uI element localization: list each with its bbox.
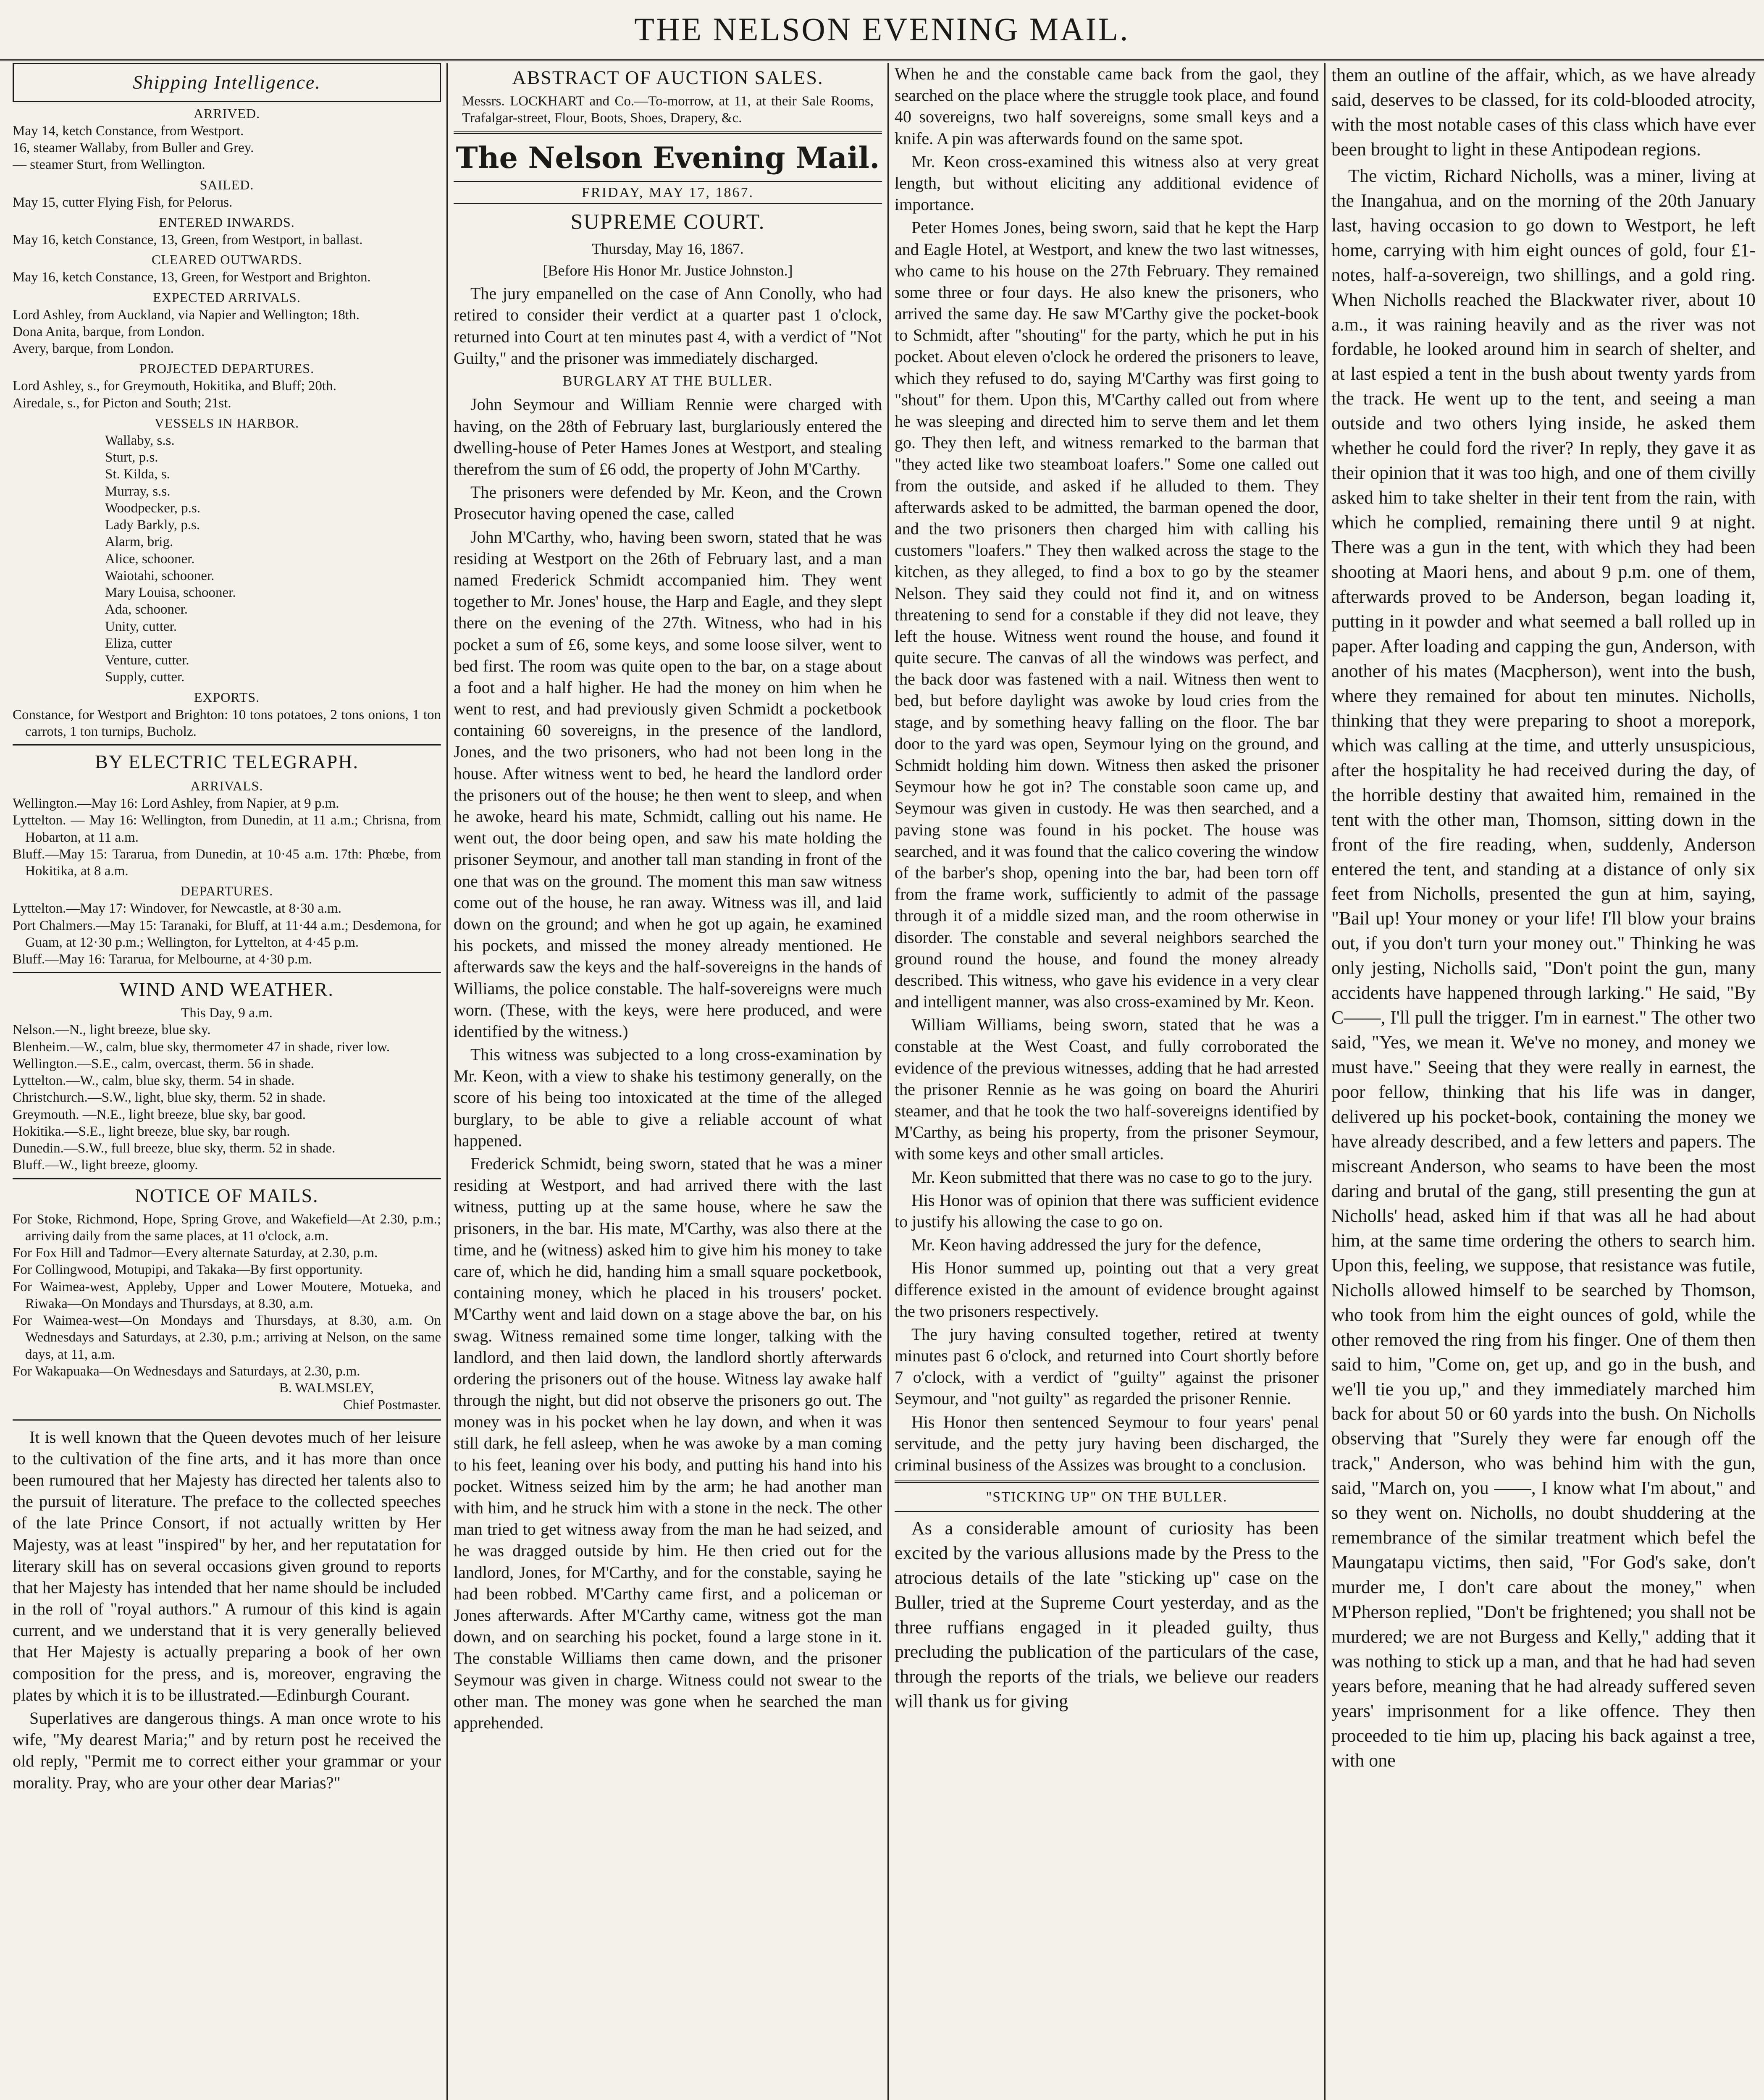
auction-title: ABSTRACT OF AUCTION SALES. [512, 67, 824, 88]
court-paragraph: His Honor summed up, pointing out that a very great difference existed in the amount of evidence brought against the two prisoners respectively. [895, 1258, 1319, 1320]
mail-entry: For Wakapuaka—On Wednesdays and Saturdays, at 2.30, p.m. [13, 1363, 360, 1379]
court-paragraph: The jury having consulted together, retired at twenty minutes past 6 o'clock, and returned into Court shortly before 7 o'clock, with a verdict of "guilty" against the prisoner Seymour, and "not guilty" as regarded the prisoner Rennie. [895, 1324, 1319, 1408]
mail-entry: For Waimea-west—On Mondays and Thursdays, at 8.30, a.m. On Wednesdays and Saturdays, at 2.30, p.m.; arriving at Nelson, on the same days, at 11, a.m. [13, 1313, 441, 1362]
shipping-section [13, 63, 441, 102]
weather-entry: Lyttelton.—W., calm, blue sky, therm. 54 in shade. [13, 1073, 295, 1089]
sticking-paragraph: The victim, Richard Nicholls, was a miner, living at the Inangahua, and on the morning of the 20th January last, having occasion to go down to Westport, he left home, carrying with him eight ounces of gold, four £1-notes, half-a-sovereign, two shillings, and a gold ring. When Nicholls reached the Blackwater river, about 10 a.m., it was raining heavily and as the river was not fordable, he looked around him in search of shelter, and at last espied a tent in the bush about twenty yards from the track. He went up to the tent, and seeing a man outside and two others lying inside, he asked them whether he could ford the river? In reply, they gave it as their opinion that it was too high, and one of them civilly asked him to take shelter in their tent from the rain, with which he complied, remaining there until 9 at night. There was a gun in the tent, with which they had been shooting at Maori hens, and about 9 p.m. one of them, afterwards proved to be Anderson, began loading it, putting in it powder and what seemed a ball rolled up in paper. After loading and capping the gun, Anderson, with another of his mates (Macpherson), went into the bush, where they remained for about ten minutes. Nicholls, thinking that they were preparing to shoot a morepork, which was calling at the time, and utterly unsuspicious, after the hospitality he had received during the day, of the horrible destiny that awaited him, remained in the tent with the other man, Thomson, sitting down in the front of the fire reading, when, suddenly, Anderson entered the tent, and standing at a distance of only six feet from Nicholls, presented the gun at him, saying, "Bail up! Your money or your life! I'll blow your brains out, if you don't turn your money out." Thinking he was only jesting, Nicholls said, "Don't point the gun, many accidents have happened through larking." He said, "By C——, I'll pull the trigger. I'm in earnest." The other two said, "Yes, we mean it. We've no money, and money we must have." Seeing that they were really in earnest, the poor fellow, thinking that his life was in danger, delivered up his pocket-book, containing the money we have already described, and a few letters and papers. The miscreant Anderson, who seams to have been the most daring and brutal of the gang, still presenting the gun at Nicholls' head, asked him if that was all he had about him, at the same time ordering the others to search him. Upon this, feeling, we suppose, that resistance was futile, Nicholls allowed himself to be searched by Thomson, who took from him the eight ounces of gold, while the other removed the ring from his finger. One of them then said to him, "Come on, get up, and go in the bush, and we'll tie you up," and they immediately marched him back for about 50 or 60 yards into the bush. On Nicholls observing that "Surely they were far enough off the track," Anderson, who was behind him with the gun, said, "March on, you ——, I know what I'm about," and so they went on. Nicholls, no doubt shuddering at the remembrance of the similar treatment which befel the Maungatapu victims, then said, "For God's sake, don't murder me, I don't care about the money," when M'Pherson replied, "Don't be frightened; you shall not be murdered; we are not Burgess and Kelly," adding that it was nothing to stick up a man, and that he had had seven years before, meaning that he had already suffered seven years' imprisonment for a like offence. They then proceeded to tie him up, placing his back against a tree, with one [1331, 165, 1756, 1771]
column-1 [13, 63, 441, 2100]
section-divider [13, 1178, 441, 1179]
telegraph-title: BY ELECTRIC TELEGRAPH. [95, 751, 359, 773]
mail-entry: For Collingwood, Motupipi, and Takaka—By first opportunity. [13, 1262, 363, 1278]
harbor-vessel: Unity, cutter. [105, 619, 177, 634]
entered-entry: May 16, ketch Constance, 13, Green, from Westport, in ballast. [13, 232, 363, 247]
telegraph-departure: Port Chalmers.—May 15: Taranaki, for Bluff, at 11·44 a.m.; Desdemona, for Guam, at 12·30 p.m.; Wellington, for Lyttelton, at 4·45 p.m. [13, 918, 441, 950]
court-paragraph: His Honor then sentenced Seymour to four years' penal servitude, and the petty jury having been discharged, the criminal business of the Assizes was brought to a conclusion. [895, 1412, 1319, 1474]
expected-entry: Dona Anita, barque, from London. [13, 324, 205, 339]
harbor-vessel: Ada, schooner. [105, 602, 188, 617]
paper-title: The Nelson Evening Mail. [456, 140, 880, 176]
sailed-heading: SAILED. [200, 177, 254, 192]
cleared-heading: CLEARED OUTWARDS. [151, 252, 302, 268]
mail-entry: For Fox Hill and Tadmor—Every alternate Saturday, at 2.30, p.m. [13, 1245, 378, 1261]
section-divider [13, 1419, 441, 1421]
superlatives-paragraph: Superlatives are dangerous things. A man once wrote to his wife, "My dearest Maria;" and by return post he received the old reply, "Permit me to correct either your grammar or your morality. Pray, who are your other dear Marias?" [13, 1709, 441, 1792]
cleared-entry: May 16, ketch Constance, 13, Green, for Westport and Brighton. [13, 270, 371, 285]
court-paragraph: The prisoners were defended by Mr. Keon, and the Crown Prosecutor having opened the case, called [454, 483, 882, 523]
court-paragraph: Mr. Keon having addressed the jury for the defence, [911, 1235, 1262, 1255]
sticking-paragraph: them an outline of the affair, which, as we have already said, deserves to be classed, for its cold-blooded atrocity, with the most notable cases of this class which have ever been brought to light in these Antipodean regions. [1331, 65, 1756, 160]
court-paragraph: Mr. Keon submitted that there was no case to go to the jury. [911, 1167, 1312, 1186]
projected-entry: Lord Ashley, s., for Greymouth, Hokitika, and Bluff; 20th. [13, 378, 336, 394]
harbor-vessel: Eliza, cutter [105, 635, 172, 651]
telegraph-arrival: Wellington.—May 16: Lord Ashley, from Napier, at 9 p.m. [13, 796, 339, 811]
court-paragraph: Frederick Schmidt, being sworn, stated that he was a miner residing at Westport, and had arrived there with the last witness, putting up at the same house, where he saw the prisoners, in the bar. His mate, M'Carthy, was also there at the time, and he (witness) asked him to give him his money to take care of, which he did, handing him a small square pocketbook, containing money, which he placed in his trousers' pocket. M'Carthy went and laid down on a stage above the bar, on his swag. Witness remained some time longer, talking with the landlord, and then laid down, the landlord shortly afterwards ordering the prisoners out of the house. Witness lay awake half through the night, but did not observe the prisoners go out. The money was in his pocket when he lay down, and when it was still dark, he fell asleep, when he was awoke by a man coming to his feet, leaning over his body, and putting his hand into his pocket. Witness seized him by the arm; he had another man with him, and he struck him with a stone in the neck. The other man tried to get witness away from the man he had seized, and he was dragged outside by him. He then cried out for the landlord, Jones, for M'Carthy, and for the constable, saying he had been robbed. M'Carthy came first, and a policeman or Jones afterwards. After M'Carthy came, witness got the man down, and on searching his pocket, found a large stone in it. The constable Williams then came down, and the prisoner Seymour was given in charge. Witness could not swear to the other man. The money was gone when he searched the man apprehended. [454, 1154, 882, 1732]
telegraph-body [13, 778, 441, 968]
arrived-heading: ARRIVED. [193, 105, 260, 121]
telegraph-departure: Lyttelton.—May 17: Windover, for Newcastle, at 8·30 a.m. [13, 901, 342, 916]
shipping-title: Shipping Intelligence. [133, 71, 321, 93]
court-date: Thursday, May 16, 1867. [592, 240, 744, 257]
projected-entry: Airedale, s., for Picton and South; 21st. [13, 395, 231, 411]
column-rule [446, 63, 448, 2100]
projected-heading: PROJECTED DEPARTURES. [139, 361, 315, 376]
harbor-vessel: Alice, schooner. [105, 551, 195, 567]
weather-entry: Greymouth. —N.E., light breeze, blue sky, bar good. [13, 1107, 306, 1122]
harbor-vessel: Supply, cutter. [105, 669, 185, 685]
weather-entry: Wellington.—S.E., calm, overcast, therm. 56 in shade. [13, 1056, 314, 1071]
harbor-vessel: Woodpecker, p.s. [105, 500, 200, 516]
mail-entry: For Waimea-west, Appleby, Upper and Lower Moutere, Motueka, and Riwaka—On Mondays and Thursdays, at 8.30, a.m. [13, 1279, 441, 1311]
arrived-entry: — steamer Sturt, from Wellington. [13, 157, 205, 173]
column-3 [895, 63, 1319, 2100]
column-rule [887, 63, 889, 2100]
mails-title: NOTICE OF MAILS. [135, 1184, 319, 1206]
section-divider [454, 131, 882, 134]
harbor-vessel: Murray, s.s. [105, 483, 171, 499]
expected-entry: Lord Ashley, from Auckland, via Napier and Wellington; 18th. [13, 307, 360, 323]
paper-dateline: FRIDAY, MAY 17, 1867. [454, 181, 882, 205]
court-paragraph: Mr. Keon cross-examined this witness also at very great length, but without eliciting any additional evidence of importance. [895, 152, 1319, 214]
weather-entry: Dunedin.—S.W., full breeze, blue sky, therm. 52 in shade. [13, 1141, 336, 1156]
weather-entry: Blenheim.—W., calm, blue sky, thermometer 47 in shade, river low. [13, 1039, 390, 1055]
auction-text: Messrs. LOCKHART and Co.—To-morrow, at 11, at their Sale Rooms, Trafalgar-street, Flour, Boots, Shoes, Drapery, &c. [462, 93, 874, 126]
masthead: THE NELSON EVENING MAIL. [0, 0, 1764, 61]
section-divider [13, 744, 441, 746]
mails-body [13, 1211, 441, 1414]
weather-body [13, 1005, 441, 1174]
weather-entry: Bluff.—W., light breeze, gloomy. [13, 1158, 198, 1173]
court-paragraph: John Seymour and William Rennie were charged with having, on the 28th of February last, burglariously entered the dwelling-house of Peter Hames Jones at Westport, and stealing therefrom the sum of £6 odd, the property of John M'Carthy. [454, 395, 882, 479]
court-judge: [Before His Honor Mr. Justice Johnston.] [543, 262, 793, 279]
court-paragraph: The jury empanelled on the case of Ann Conolly, who had retired to consider their verdict at a quarter past 1 o'clock, returned into Court at ten minutes past 4, with a verdict of "Not Guilty," and the prisoner was immediately discharged. [454, 284, 882, 368]
court-paragraph: Peter Homes Jones, being sworn, said that he kept the Harp and Eagle Hotel, at Westport, and knew the two last witnesses, who came to his house on the 27th February. They remained some three or four days. He also knew the prisoners, who arrived the same day. He saw M'Carthy give the pocket-book to Schmidt, after "shouting" for the party, which he put in his pocket. About eleven o'clock he ordered the prisoners to leave, which they refused to do, saying M'Carthy was first going to "shout" for them. Upon this, M'Carthy called out from where he was sleeping and directed him to serve them and let them go. They then left, and witness remarked to the barman that "they acted like two steamboat loafers." Some one called out from the outside, and asked if he alluded to them. They afterwards asked to be admitted, the barman opened the door, and the two prisoners then charged him with calling his customers "loafers." They then walked across the stage to the kitchen, as they alleged, to find a box to go by the steamer Nelson. They said they could not find it, and on witness threatening to send for a constable if they did not leave, they left the house. Witness went round the house, and found it quite secure. The canvas of all the windows was perfect, and the back door was fastened with a nail. Witness then went to bed, but before daylight was awoke by loud cries from the stage, and by something heavy falling on the floor. The bar door to the yard was open, Seymour lying on the ground, and Schmidt holding him down. Witness then asked the prisoner Seymour how he got in? The constable soon came up, and Seymour was given in custody. He was then searched, and a paving stone was found in his pocket. The house was searched, and it was found that the calico covering the window of the barber's shop, opening into the bar, had been torn off from the frame work, sufficiently to admit of the passage through it of a middle sized man, and the room otherwise in disorder. The constable and several neighbors searched the ground round the house, and found the money already described. This witness, who gave his evidence in a very clear and intelligent manner, was also cross-examined by Mr. Keon. [895, 218, 1319, 1011]
harbor-heading: VESSELS IN HARBOR. [154, 415, 299, 430]
weather-entry: Christchurch.—S.W., light, blue sky, therm. 52 in shade. [13, 1090, 326, 1105]
harbor-vessel: Mary Louisa, schooner. [105, 585, 236, 601]
harbor-vessel: Sturt, p.s. [105, 450, 158, 465]
postmaster-title: Chief Postmaster. [343, 1397, 441, 1413]
mail-entry: For Stoke, Richmond, Hope, Spring Grove, and Wakefield—At 2.30, p.m.; arriving daily from the same places, at 11 o'clock, a.m. [13, 1211, 441, 1244]
weather-subtitle: This Day, 9 a.m. [181, 1005, 273, 1021]
expected-entry: Avery, barque, from London. [13, 341, 174, 357]
sticking-paragraph: As a considerable amount of curiosity has been excited by the various allusions made by the Press to the atrocious details of the late "sticking up" case on the Buller, tried at the Supreme Court yesterday, and as the three ruffians engaged in it pleaded guilty, thus precluding the publication of the particulars of the case, through the reports of the trials, we believe our readers will thank us for giving [895, 1517, 1319, 1712]
column-4 [1331, 63, 1756, 2100]
exports-entry: Constance, for Westport and Brighton: 10 tons potatoes, 2 tons onions, 1 ton carrots, 1 ton turnips, Bucholz. [13, 707, 441, 739]
weather-entry: Nelson.—N., light breeze, blue sky. [13, 1022, 211, 1038]
arrived-entry: 16, steamer Wallaby, from Buller and Grey. [13, 140, 254, 156]
court-paragraph: This witness was subjected to a long cross-examination by Mr. Keon, with a view to shake his testimony generally, on the score of his being too intoxicated at the time of the alleged burglary, to be able to give a reliable account of what happened. [454, 1045, 882, 1150]
harbor-vessel: Wallaby, s.s. [105, 433, 175, 448]
harbor-vessel: Venture, cutter. [105, 653, 189, 668]
telegraph-arrival: Bluff.—May 15: Tararua, from Dunedin, at 10·45 a.m. 17th: Phœbe, from Hokitika, at 8 a.m. [13, 846, 441, 879]
court-paragraph: John M'Carthy, who, having been sworn, stated that he was residing at Westport on the 26th of February last, and a man named Frederick Schmidt accompanied him. They went together to Mr. Jones' house, the Harp and Eagle, and they slept there on the evening of the 27th. Witness, who had in his pocket a sum of £6, some keys, and some loose silver, went to bed first. The room was quite open to the bar, on a stage about a foot and a half higher. He had the money on him when he went to rest, and had previously given Schmidt a pocketbook containing 60 sovereigns, in the presence of the landlord, Jones, and the two prisoners, who had not been long in the house. After witness went to bed, he heard the landlord order the prisoners out of the house; he then went to sleep, and when he awoke, heard his mate, Schmidt, calling out his name. He went out, the door being open, and saw his mate holding the prisoner Seymour, and another tall man standing in front of the one that was on the ground. The moment this man saw witness come out of the house, he ran away. Witness was ill, and laid down on the ground; and when he got up again, he examined his pockets, and missed the money already mentioned. He afterwards saw the keys and the half-sovereigns in the hands of Williams, the police constable. The half-sovereigns were much worn. (These, with the keys, were here produced, and were identified by the witness.) [454, 527, 882, 1041]
court-paragraph: William Williams, being sworn, stated that he was a constable at the West Coast, and fully corroborated the evidence of the previous witnesses, adding that he had arrested the prisoner Rennie as he was going on board the Ahuriri steamer, and that he took the two half-sovereigns identified by M'Carthy, as being his property, from the prisoner Seymour, with some keys and other small articles. [895, 1015, 1319, 1163]
shipping-body [13, 105, 441, 740]
section-divider [895, 1480, 1319, 1483]
court-title: SUPREME COURT. [570, 210, 765, 234]
harbor-vessel: Lady Barkly, p.s. [105, 517, 200, 533]
telegraph-departures-heading: DEPARTURES. [180, 883, 273, 899]
sticking-title: "STICKING UP" ON THE BULLER. [986, 1489, 1228, 1505]
queen-paragraph: It is well known that the Queen devotes much of her leisure to the cultivation of the fine arts, and it has more than once been rumoured that her Majesty has directed her talents also to the pursuit of literature. The preface to the collected speeches of the late Prince Consort, if not actually written by Her Majesty, was at least "inspired" by her, and her reputatation for literary skill has on several occasions given ground to reports that her Majesty has intended that her name should be included in the roll of "royal authors." A rumour of this kind is again current, and we understand that it is very generally believed that Her Majesty is actually preparing a book of her own composition for the press, and is, moreover, engraving the plates by which it is to be illustrated.—Edinburgh Courant. [13, 1427, 441, 1704]
telegraph-arrival: Lyttelton. — May 16: Wellington, from Dunedin, at 11 a.m.; Chrisna, from Hobarton, at 11 a.m. [13, 813, 441, 845]
expected-heading: EXPECTED ARRIVALS. [153, 289, 301, 305]
section-divider [13, 972, 441, 973]
harbor-vessel: Waiotahi, schooner. [105, 568, 215, 583]
entered-heading: ENTERED INWARDS. [159, 214, 295, 230]
postmaster-signature: B. WALMSLEY, [279, 1381, 374, 1396]
column-rule [1324, 63, 1326, 2100]
court-paragraph: When he and the constable came back from the gaol, they searched on the place where the struggle took place, and found 40 sovereigns, two half sovereigns, some small keys and a knife. A pin was afterwards found on the same spot. [895, 64, 1319, 148]
harbor-vessel: Alarm, brig. [105, 534, 173, 550]
exports-heading: EXPORTS. [194, 689, 260, 705]
harbor-vessel: St. Kilda, s. [105, 467, 170, 482]
telegraph-departure: Bluff.—May 16: Tararua, for Melbourne, at 4·30 p.m. [13, 952, 312, 967]
weather-entry: Hokitika.—S.E., light breeze, blue sky, bar rough. [13, 1124, 290, 1139]
arrived-entry: May 14, ketch Constance, from Westport. [13, 123, 244, 139]
column-2 [454, 63, 882, 2100]
weather-title: WIND AND WEATHER. [120, 979, 334, 1000]
section-divider [895, 1511, 1319, 1512]
court-paragraph: His Honor was of opinion that there was sufficient evidence to justify his allowing the case to go on. [895, 1190, 1319, 1231]
sailed-entry: May 15, cutter Flying Fish, for Pelorus. [13, 194, 233, 210]
court-subhead: BURGLARY AT THE BULLER. [562, 373, 773, 389]
telegraph-arrivals-heading: ARRIVALS. [190, 778, 263, 793]
